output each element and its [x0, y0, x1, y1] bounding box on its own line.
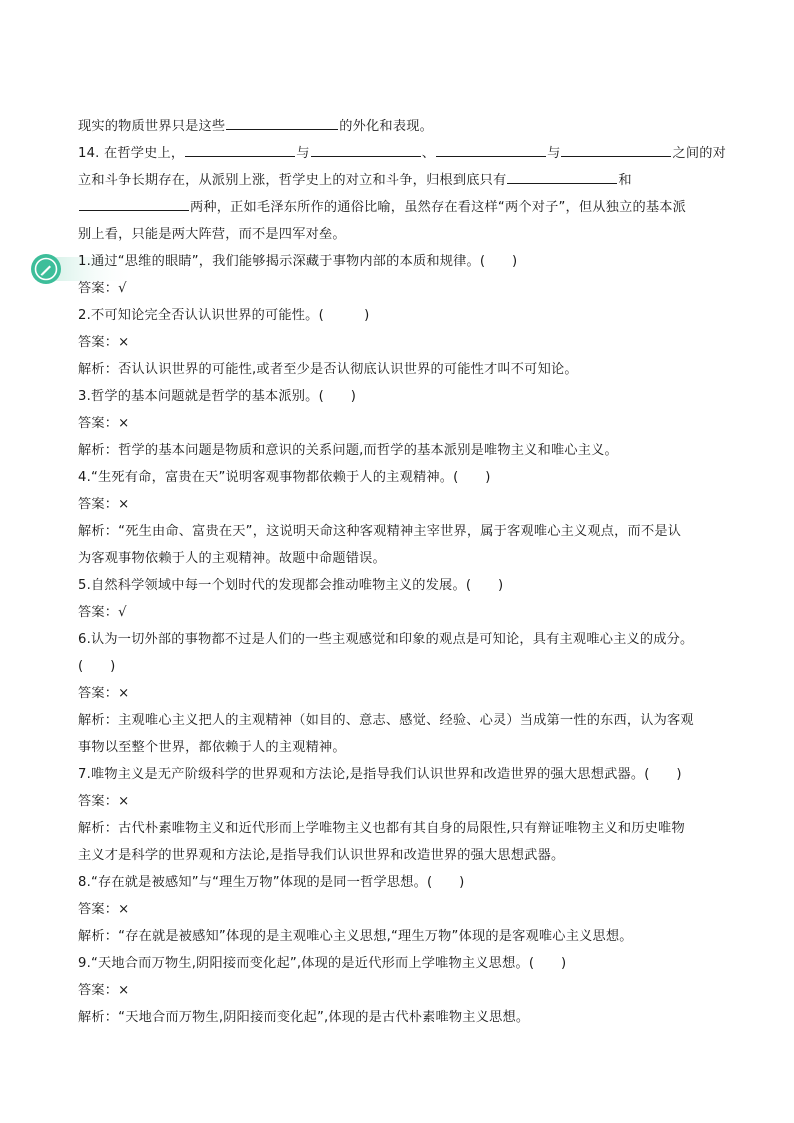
- explanation-4-line-2: 为客观事物依赖于人的主观精神。故题中命题错误。: [78, 551, 386, 566]
- text: 两种，正如毛泽东所作的通俗比喻，虽然存在看这样“两个对子”，但从独立的基本派: [190, 200, 687, 215]
- question-6-line-2: ( ): [78, 659, 116, 674]
- question-14-line-4: 别上看，只能是两大阵营，而不是四军对垒。: [78, 227, 346, 242]
- worksheet: [78, 113, 728, 1031]
- explanation-6-line-1: 解析：主观唯心主义把人的主观精神（如目的、意志、感觉、经验、心灵）当成第一性的东西，认为客观: [78, 713, 694, 728]
- question-9: 9.“天地合而万物生,阴阳接而变化起”,体现的是近代形而上学唯物主义思想。( ): [78, 956, 567, 971]
- text: 的外化和表现。: [339, 119, 433, 134]
- question-1: 1.通过“思维的眼睛”，我们能够揭示深藏于事物内部的本质和规律。( ): [78, 254, 518, 269]
- explanation-4-line-1: 解析：“死生由命、富贵在天”，这说明天命这种客观精神主宰世界，属于客观唯心主义观点，而不是认: [78, 524, 682, 539]
- text: 立和斗争长期存在，从派别上涨，哲学史上的对立和斗争，归根到底只有: [78, 173, 507, 188]
- question-4: 4.“生死有命，富贵在天”说明客观事物都依赖于人的主观精神。( ): [78, 470, 491, 485]
- explanation-9: 解析：“天地合而万物生,阴阳接而变化起”,体现的是古代朴素唯物主义思想。: [78, 1010, 530, 1025]
- explanation-7-line-1: 解析：古代朴素唯物主义和近代形而上学唯物主义也都有其自身的局限性,只有辩证唯物主义和历史唯物: [78, 821, 685, 836]
- text: 之间的对: [672, 146, 727, 161]
- explanation-2: 解析：否认认识世界的可能性,或者至少是否认彻底认识世界的可能性才叫不可知论。: [78, 362, 578, 377]
- answer-7: 答案：×: [78, 794, 130, 809]
- text: 14. 在哲学史上，: [78, 146, 185, 161]
- intro-line-1: [78, 113, 728, 140]
- answer-6: 答案：×: [78, 686, 130, 701]
- answer-3: 答案：×: [78, 416, 130, 431]
- answer-9: 答案：×: [78, 983, 130, 998]
- fill-blank[interactable]: [79, 195, 189, 211]
- question-2: 2.不可知论完全否认认识世界的可能性。( ): [78, 308, 370, 323]
- answer-4: 答案：×: [78, 497, 130, 512]
- text: 与: [296, 146, 310, 161]
- text: 、: [421, 146, 436, 161]
- question-7: 7.唯物主义是无产阶级科学的世界观和方法论,是指导我们认识世界和改造世界的强大思想武器。( ): [78, 767, 682, 782]
- question-14-line-2: [78, 167, 728, 194]
- explanation-7-line-2: 主义才是科学的世界观和方法论,是指导我们认识世界和改造世界的强大思想武器。: [78, 848, 565, 863]
- explanation-8: 解析：“存在就是被感知”体现的是主观唯心主义思想,“理生万物”体现的是客观唯心主义思想。: [78, 929, 633, 944]
- explanation-3: 解析：哲学的基本问题是物质和意识的关系问题,而哲学的基本派别是唯物主义和唯心主义。: [78, 443, 618, 458]
- answer-8: 答案：×: [78, 902, 130, 917]
- question-14-line-1: [78, 140, 728, 167]
- fill-blank[interactable]: [436, 141, 546, 157]
- question-8: 8.“存在就是被感知”与“理生万物”体现的是同一哲学思想。( ): [78, 875, 465, 890]
- fill-blank[interactable]: [507, 168, 617, 184]
- explanation-6-line-2: 事物以至整个世界，都依赖于人的主观精神。: [78, 740, 346, 755]
- question-14-line-3: [78, 194, 728, 221]
- fill-blank[interactable]: [311, 141, 421, 157]
- answer-2: 答案：×: [78, 335, 130, 350]
- text: 与: [547, 146, 561, 161]
- question-6-line-1: 6.认为一切外部的事物都不过是人们的一些主观感觉和印象的观点是可知论，具有主观唯心主义的成分。: [78, 632, 694, 647]
- text: 和: [618, 173, 632, 188]
- question-3: 3.哲学的基本问题就是哲学的基本派别。( ): [78, 389, 357, 404]
- fill-blank[interactable]: [185, 141, 295, 157]
- fill-blank[interactable]: [226, 114, 338, 130]
- question-5: 5.自然科学领域中每一个划时代的发现都会推动唯物主义的发展。( ): [78, 578, 504, 593]
- fill-blank[interactable]: [561, 141, 671, 157]
- answer-5: 答案：√: [78, 605, 127, 620]
- answer-1: 答案：√: [78, 281, 127, 296]
- text: 现实的物质世界只是这些: [78, 119, 226, 134]
